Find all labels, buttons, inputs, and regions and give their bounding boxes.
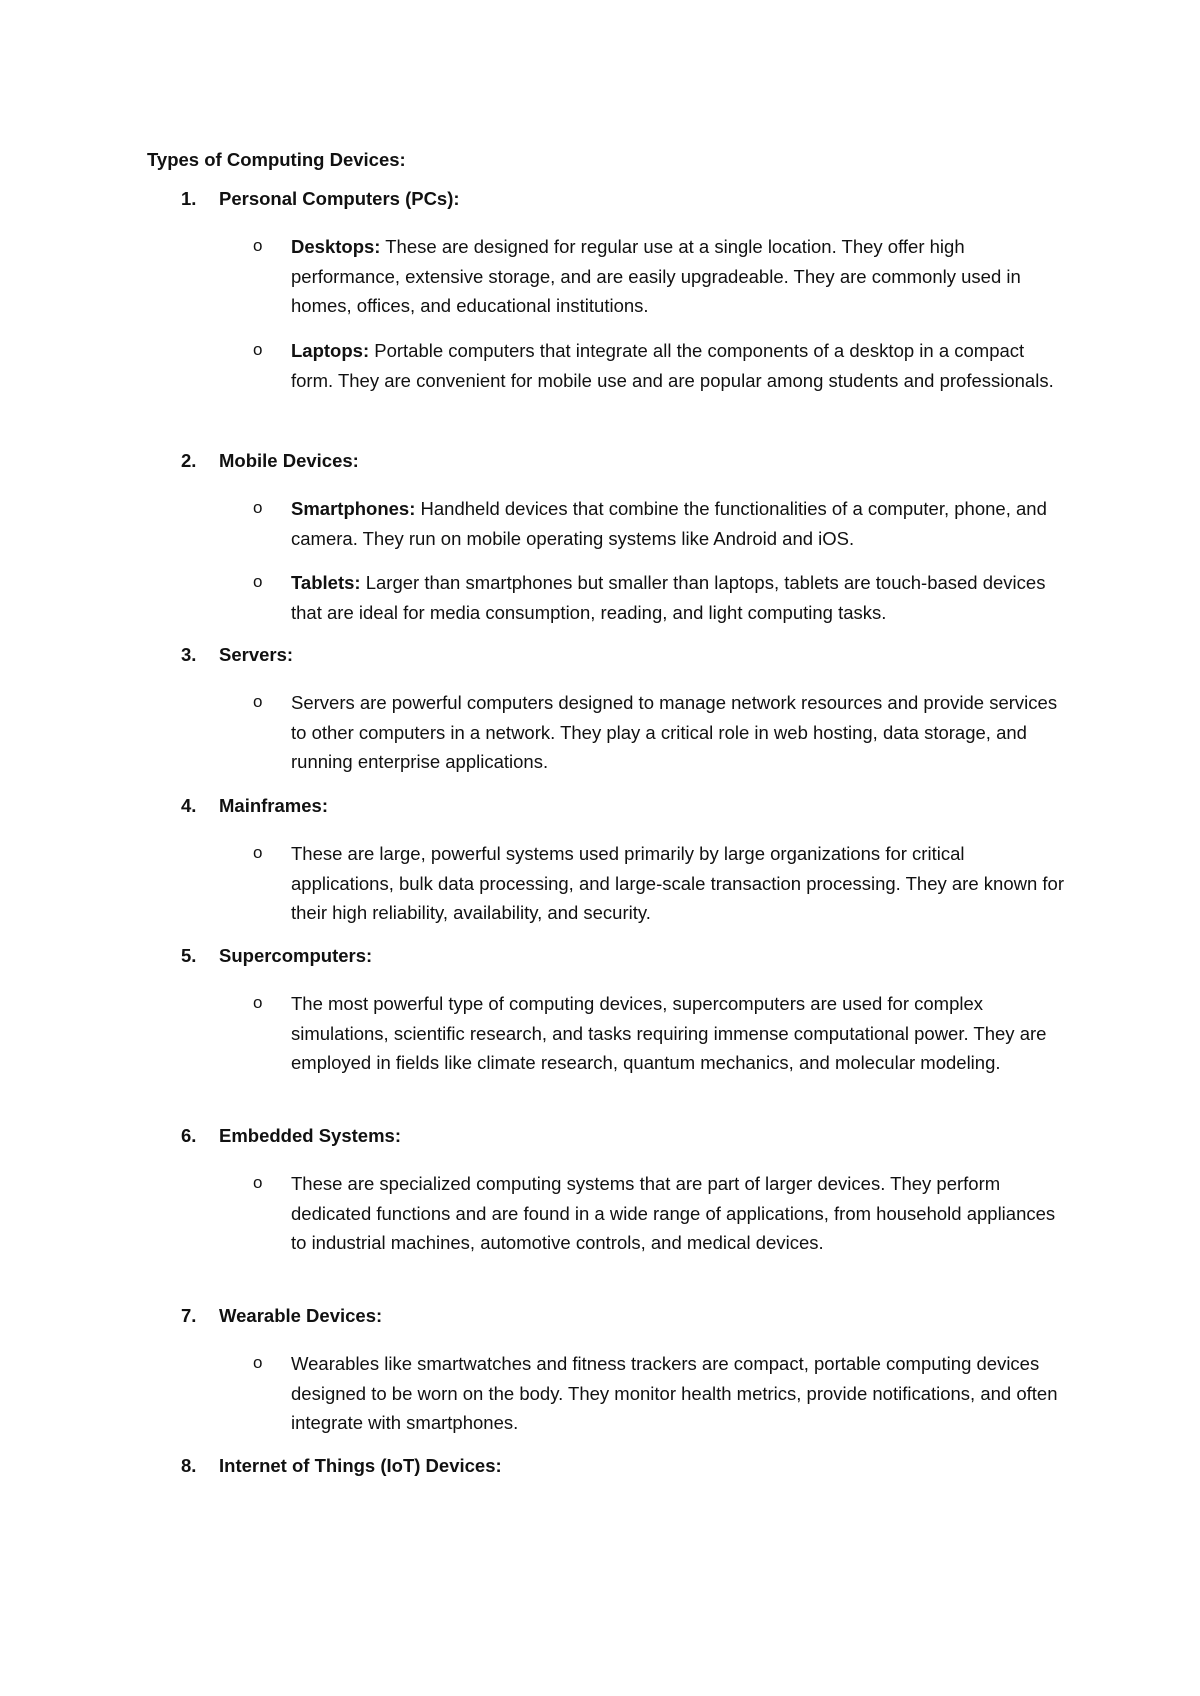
bullet-description: Handheld devices that combine the functionalities of a computer, phone, and camera. They run on mobile operating systems like Android and iOS. — [291, 498, 1047, 549]
bullet-marker: o — [253, 572, 263, 591]
bullet-description: These are specialized computing systems that are part of larger devices. They perform dedicated functions and are found in a wide range of applications, from household appliances to industrial machines, automotive controls, and medical devices. — [291, 1173, 1056, 1253]
bullet-marker: o — [253, 993, 263, 1012]
section-title: Embedded Systems: — [219, 1125, 401, 1146]
bullet-marker: o — [253, 236, 263, 255]
document-title: Types of Computing Devices: — [147, 149, 406, 170]
bullet-description: Wearables like smartwatches and fitness trackers are compact, portable computing devices designed to be worn on the body. They monitor health metrics, provide notifications, and often integrate with smartphones. — [291, 1353, 1058, 1433]
bullet-text — [291, 336, 1066, 395]
section-title: Mobile Devices: — [219, 450, 359, 471]
section-title: Internet of Things (IoT) Devices: — [219, 1455, 502, 1476]
section-title: Mainframes: — [219, 795, 328, 816]
section-number: 6. — [181, 1125, 197, 1146]
section-heading — [0, 1453, 1200, 1479]
bullet-description: Servers are powerful computers designed to manage network resources and provide services to other computers in a network. They play a critical role in web hosting, data storage, and running enterprise applications. — [291, 692, 1058, 772]
section-heading — [0, 943, 1200, 969]
section-number: 3. — [181, 644, 197, 665]
bullet-marker: o — [253, 498, 263, 517]
section-title: Personal Computers (PCs): — [219, 188, 460, 209]
section-number: 1. — [181, 188, 197, 209]
section-heading — [0, 793, 1200, 819]
bullet-marker: o — [253, 1173, 263, 1192]
section-heading — [0, 448, 1200, 474]
section-number: 5. — [181, 945, 197, 966]
bullet-text — [291, 1169, 1066, 1258]
bullet-description: Portable computers that integrate all the components of a desktop in a compact form. They are convenient for mobile use and are popular among students and professionals. — [291, 340, 1054, 391]
bullet-marker: o — [253, 1353, 263, 1372]
bullet-text — [291, 494, 1066, 553]
bullet-text — [291, 232, 1066, 321]
bullet-description: These are designed for regular use at a single location. They offer high performance, extensive storage, and are easily upgradeable. They are commonly used in homes, offices, and educational institutions. — [291, 236, 1021, 316]
bullet-text — [291, 568, 1066, 627]
section-heading — [0, 186, 1200, 212]
bullet-term: Tablets: — [291, 572, 361, 593]
section-number: 2. — [181, 450, 197, 471]
section-title: Supercomputers: — [219, 945, 373, 966]
bullet-marker: o — [253, 340, 263, 359]
bullet-description: Larger than smartphones but smaller than laptops, tablets are touch-based devices that are ideal for media consumption, reading, and light computing tasks. — [291, 572, 1046, 623]
bullet-text — [291, 1349, 1066, 1438]
section-heading — [0, 642, 1200, 668]
bullet-term: Desktops: — [291, 236, 381, 257]
section-number: 7. — [181, 1305, 197, 1326]
bullet-term: Laptops: — [291, 340, 370, 361]
bullet-description: These are large, powerful systems used primarily by large organizations for critical applications, bulk data processing, and large-scale transaction processing. They are known for their high reliability, availability, and security. — [291, 843, 1064, 923]
bullet-text — [291, 989, 1066, 1078]
section-title: Servers: — [219, 644, 294, 665]
section-heading — [0, 1123, 1200, 1149]
section-title: Wearable Devices: — [219, 1305, 383, 1326]
section-number: 4. — [181, 795, 197, 816]
bullet-term: Smartphones: — [291, 498, 416, 519]
bullet-text — [291, 839, 1066, 928]
section-number: 8. — [181, 1455, 197, 1476]
bullet-marker: o — [253, 692, 263, 711]
bullet-description: The most powerful type of computing devices, supercomputers are used for complex simulations, scientific research, and tasks requiring immense computational power. They are employed in fields like climate research, quantum mechanics, and molecular modeling. — [291, 993, 1047, 1073]
bullet-marker: o — [253, 843, 263, 862]
section-heading — [0, 1303, 1200, 1329]
bullet-text — [291, 688, 1066, 777]
